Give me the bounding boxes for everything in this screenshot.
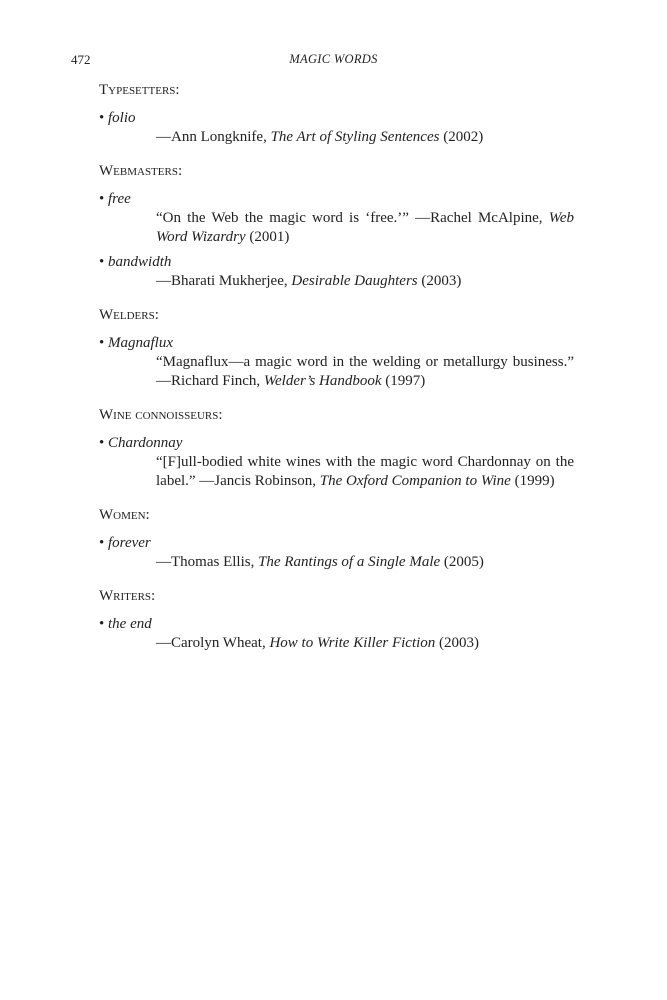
magic-word: folio <box>108 110 136 126</box>
source-year: (1997) <box>381 373 426 389</box>
entry-term <box>99 434 574 453</box>
entry-term <box>99 109 574 128</box>
entry <box>99 615 574 653</box>
bullet-icon: • <box>99 616 109 632</box>
bullet-icon: • <box>99 435 109 451</box>
entry-term <box>99 190 574 209</box>
page-body <box>99 80 574 667</box>
section-heading: Women: <box>99 507 150 523</box>
section-heading: Typesetters: <box>99 82 180 98</box>
entry <box>99 253 574 291</box>
source-year: (2003) <box>435 635 480 651</box>
bullet-icon: • <box>99 191 109 207</box>
citation-text: “On the Web the magic word is ‘free.’” —Rachel McAlpine, <box>156 210 549 226</box>
section <box>99 305 574 391</box>
bullet-icon: • <box>99 335 109 351</box>
source-title: Web Word Wizardry <box>156 210 574 245</box>
entry-term <box>99 534 574 553</box>
section <box>99 405 574 491</box>
source-year: (2002) <box>439 129 484 145</box>
citation-text: —Thomas Ellis, <box>156 554 259 570</box>
magic-word: bandwidth <box>108 254 172 270</box>
section <box>99 586 574 653</box>
source-title: How to Write Killer Fiction <box>269 635 436 651</box>
source-year: (1999) <box>510 473 555 489</box>
magic-word: Magnaflux <box>108 335 174 351</box>
page-number: 472 <box>71 52 91 67</box>
source-year: (2005) <box>440 554 484 570</box>
entry <box>99 434 574 491</box>
entry <box>99 534 574 572</box>
entry-term <box>99 253 574 272</box>
citation-text: “Magnaflux—a magic word in the welding or metallurgy business.” —Richard Finch, <box>156 354 574 389</box>
source-title: The Rantings of a Single Male <box>258 554 441 570</box>
section <box>99 505 574 572</box>
entry-term <box>99 334 574 353</box>
running-head: MAGIC WORDS <box>289 52 378 66</box>
citation <box>99 634 574 653</box>
bullet-icon: • <box>99 110 109 126</box>
citation <box>99 128 574 147</box>
section-heading: Webmasters: <box>99 163 183 179</box>
entry <box>99 190 574 247</box>
magic-word: Chardonnay <box>108 435 183 451</box>
citation <box>99 353 574 391</box>
citation-text: “[F]ull-bodied white wines with the magic word Chardonnay on the label.” —Jancis Robinson, <box>156 454 574 489</box>
citation <box>99 453 574 491</box>
bullet-icon: • <box>99 535 109 551</box>
source-title: The Art of Styling Sentences <box>270 129 440 145</box>
source-year: (2001) <box>245 229 290 245</box>
section-heading: Welders: <box>99 307 159 323</box>
entry-term <box>99 615 574 634</box>
source-title: Desirable Daughters <box>291 273 418 289</box>
magic-word: the end <box>108 616 152 632</box>
citation-text: —Carolyn Wheat, <box>156 635 270 651</box>
section-heading: Wine connoisseurs: <box>99 407 223 423</box>
section <box>99 80 574 147</box>
source-title: The Oxford Companion to Wine <box>319 473 511 489</box>
source-year: (2003) <box>417 273 462 289</box>
citation <box>99 209 574 247</box>
citation <box>99 553 574 572</box>
magic-word: free <box>108 191 131 207</box>
bullet-icon: • <box>99 254 109 270</box>
entry <box>99 109 574 147</box>
citation-text: —Bharati Mukherjee, <box>156 273 292 289</box>
magic-word: forever <box>108 535 151 551</box>
section <box>99 161 574 291</box>
citation <box>99 272 574 291</box>
entry <box>99 334 574 391</box>
section-heading: Writers: <box>99 588 156 604</box>
source-title: Welder’s Handbook <box>263 373 382 389</box>
citation-text: —Ann Longknife, <box>156 129 271 145</box>
